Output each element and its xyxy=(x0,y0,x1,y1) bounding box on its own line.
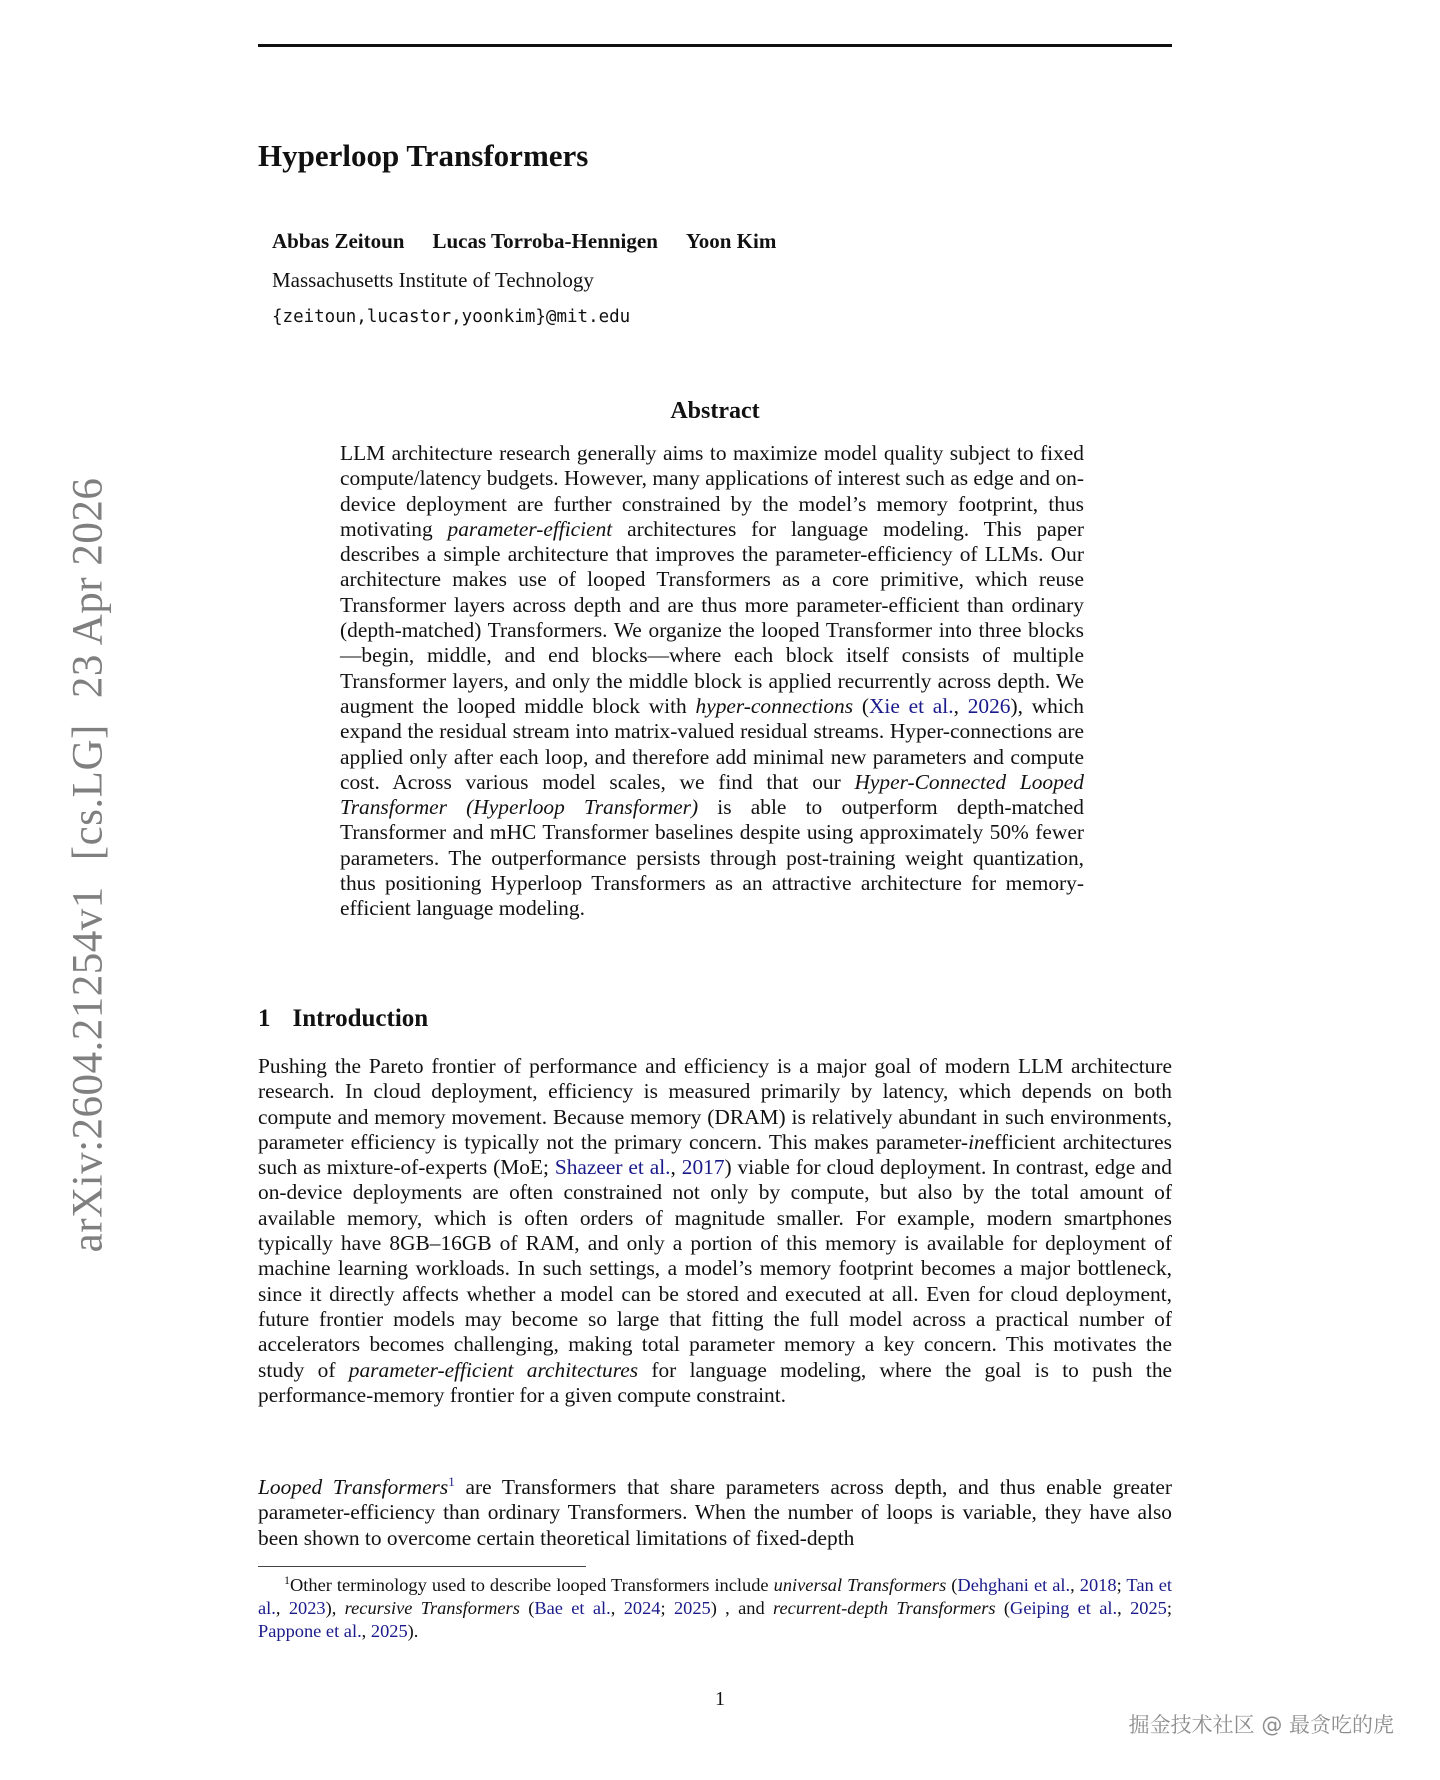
paper-title: Hyperloop Transformers xyxy=(258,138,589,173)
citation-year-link[interactable]: 2025 xyxy=(370,1621,408,1641)
abstract-text: LLM architecture research generally aims to maximize model quality subject to fixed compute/latency budgets. However, many applications of interest such as edge and on-device deployment are further constrained by the model’s memory footprint, thus motivating xyxy=(340,441,1084,541)
author-name: Yoon Kim xyxy=(685,229,777,253)
intro-paragraph: Looped Transformers$^1$ are Transformers that share parameters across depth, and thus enable greater parameter-efficiency than ordinary Transformers. When the number of loops is variable, they have also been shown to overcome certain theoretical limitations of fixed-depth xyxy=(258,1473,1173,1550)
citation-link[interactable]: Bae et al. xyxy=(534,1598,611,1618)
abstract-text: architectures for language modeling. This paper describes a simple architecture that improves the parameter-efficiency of LLMs. Our architecture makes use of looped Transformers as a core primitive, which reuse Transformer layers across depth and are thus more parameter-efficient than ordinary (depth-matched) Transformers. We organize the looped Transformer into three blocks—begin, middle, and end blocks—where each block itself consists of multiple Transformer layers, and only the middle block is applied recurrently across depth. We augment the looped middle block with xyxy=(340,516,1084,718)
citation-link[interactable]: Geiping et al. xyxy=(1010,1598,1118,1618)
arxiv-date: 23 Apr 2026 xyxy=(64,477,112,699)
arxiv-side-stamp xyxy=(64,478,113,1253)
footnote-marker-link[interactable]: 1 xyxy=(448,1473,455,1489)
citation-year-link[interactable]: 2017 xyxy=(681,1155,725,1180)
footnote: $^1$Other terminology used to describe looped Transformers include universal Transformers (Dehghani et al., 2018; Tan et al., 2023), recursive Transformers (Bae et al., 2024; 2025) , and recurrent-depth Transformers (Geiping et al., 2025; Pappone et al., 2025). xyxy=(258,1572,1173,1641)
citation-link[interactable]: Xie et al. xyxy=(868,693,954,718)
intro-paragraph: Pushing the Pareto frontier of performance and efficiency is a major goal of modern LLM architecture research. In cloud deployment, efficiency is measured primarily by latency, which depends on both compute and memory movement. Because memory (DRAM) is relatively abundant in such environments, parameter efficiency is typically not the primary concern. This makes parameter-inefficient architectures such as mixture-of-experts (MoE; Shazeer et al., 2017) viable for cloud deployment. In contrast, edge and on-device deployments are often constrained not only by compute, but also by the total amount of available memory, which is often orders of magnitude smaller. For example, modern smartphones typically have 8GB–16GB of RAM, and only a portion of this memory is available for deployment of machine learning workloads. In such settings, a model’s memory footprint becomes a major bottleneck, since it directly affects whether a model can be stored and executed at all. Even for cloud deployment, future frontier models may become so large that fitting the full model across a practical number of accelerators becomes challenging, making total parameter memory a key concern. This motivates the study of parameter-efficient architectures for language modeling, where the goal is to push the performance-memory frontier for a given compute constraint. xyxy=(258,1054,1173,1407)
intro-emphasis: parameter-efficient architectures xyxy=(348,1357,639,1382)
footnote-rule xyxy=(258,1566,586,1567)
citation-link[interactable]: Tan et al. xyxy=(258,1575,1173,1618)
abstract-text: is able to outperform depth-matched Transformer and mHC Transformer baselines despite using approximately 50% fewer parameters. The outperformance persists through post-training weight quantization, thus positioning Hyperloop Transformers as an attractive architecture for memory-efficient language modeling. xyxy=(340,795,1084,921)
abstract-emphasis: Hyper-Connected Looped Transformer (Hyperloop Transformer) xyxy=(340,769,1084,820)
citation-year-link[interactable]: 2025 xyxy=(673,1598,711,1618)
section-heading-introduction xyxy=(258,1003,428,1035)
abstract-emphasis: hyper-connections xyxy=(695,693,854,718)
author-emails: {zeitoun,lucastor,yoonkim}@mit.edu xyxy=(272,307,631,327)
section-number: 1 xyxy=(258,1005,271,1032)
citation-year-link[interactable]: 2025 xyxy=(1130,1598,1167,1618)
citation-year-link[interactable]: 2023 xyxy=(288,1598,326,1618)
affiliation: Massachusetts Institute of Technology xyxy=(272,268,594,292)
section-title: Introduction xyxy=(292,1005,429,1032)
intro-emphasis: in xyxy=(968,1129,985,1154)
footnote-marker: 1 xyxy=(284,1572,290,1587)
top-rule xyxy=(258,44,1172,47)
citation-link[interactable]: Dehghani et al. xyxy=(957,1575,1071,1595)
intro-emphasis: Looped Transformers xyxy=(258,1475,449,1499)
author-name: Abbas Zeitoun xyxy=(272,229,405,253)
author-list xyxy=(272,226,776,256)
citation-year-link[interactable]: 2018 xyxy=(1079,1575,1117,1595)
abstract-body: LLM architecture research generally aims to maximize model quality subject to fixed compute/latency budgets. However, many applications of interest such as edge and on-device deployment are further constrained by the model’s memory footprint, thus motivating parameter-efficient architectures for language modeling. This paper describes a simple architecture that improves the parameter-efficiency of LLMs. Our architecture makes use of looped Transformers as a core primitive, which reuse Transformer layers across depth and are thus more parameter-efficient than ordinary (depth-matched) Transformers. We organize the looped Transformer into three blocks—begin, middle, and end blocks—where each block itself consists of multiple Transformer layers, and only the middle block is applied recurrently across depth. We augment the looped middle block with hyper-connections (Xie et al., 2026), which expand the residual stream into matrix-valued residual streams. Hyper-connections are applied only after each loop, and therefore add minimal new parameters and compute cost. Across various model scales, we find that our Hyper-Connected Looped Transformer (Hyperloop Transformer) is able to outperform depth-matched Transformer and mHC Transformer baselines despite using approximately 50% fewer parameters. The outperformance persists through post-training weight quantization, thus positioning Hyperloop Transformers as an attractive architecture for memory-efficient language modeling. xyxy=(340,441,1084,921)
abstract-text: ( xyxy=(853,693,869,718)
page-number: 1 xyxy=(715,1688,725,1710)
arxiv-category: [cs.LG] xyxy=(64,724,112,861)
citation-year-link[interactable]: 2026 xyxy=(967,693,1011,718)
citation-link[interactable]: Pappone et al. xyxy=(258,1621,362,1641)
citation-link[interactable]: Shazeer et al. xyxy=(554,1155,671,1180)
author-name: Lucas Torroba-Hennigen xyxy=(432,229,658,253)
arxiv-id[interactable]: arXiv:2604.21254v1 xyxy=(64,886,112,1253)
abstract-emphasis: parameter-efficient xyxy=(447,516,613,541)
citation-year-link[interactable]: 2024 xyxy=(623,1598,661,1618)
abstract-heading: Abstract xyxy=(670,398,760,424)
watermark: 掘金技术社区 @ 最贪吃的虎 xyxy=(1128,1713,1394,1737)
abstract-text: ), which expand the residual stream into matrix-valued residual streams. Hyper-connections are applied only after each loop, and therefore add minimal new parameters and compute cost. Across various model scales, we find that our xyxy=(340,693,1084,794)
